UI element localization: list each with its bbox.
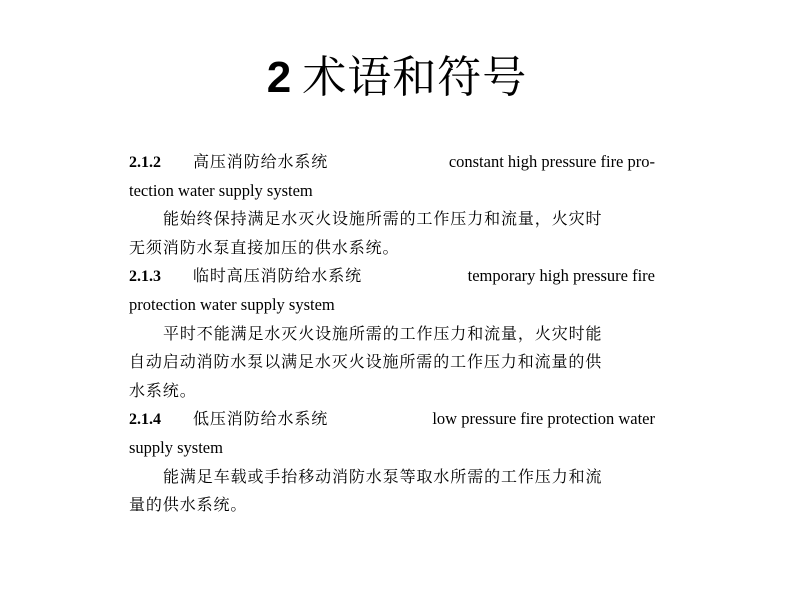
title-number: 2 [266, 53, 293, 102]
term-english-line2: protection water supply system [129, 294, 335, 314]
term-english: temporary high pressure fire [467, 266, 655, 286]
page-title [0, 50, 794, 106]
title-text: 术语和符号 [302, 52, 528, 103]
definition-line: 能始终保持满足水灭火设施所需的工作压力和流量，火灾时 [163, 209, 603, 229]
entry-heading [129, 148, 655, 177]
entry-number: 2.1.4 [129, 411, 161, 429]
entry-heading [129, 262, 655, 291]
term-english-line2: supply system [129, 437, 223, 457]
definition-line: 平时不能满足水灭火设施所需的工作压力和流量，火灾时能 [163, 323, 603, 343]
definition-line: 量的供水系统。 [129, 495, 248, 515]
term-english: low pressure fire protection water [432, 409, 655, 429]
definition-line: 水系统。 [129, 380, 197, 400]
term-english-continuation [129, 434, 655, 463]
document-body [129, 148, 655, 520]
term-english-continuation [129, 291, 655, 320]
term-chinese: 临时高压消防给水系统 [193, 266, 363, 286]
term-chinese: 低压消防给水系统 [193, 409, 329, 429]
entry-number: 2.1.3 [129, 268, 161, 286]
entry-heading [129, 405, 655, 434]
definition-line: 无须消防水泵直接加压的供水系统。 [129, 237, 400, 257]
definition-line: 能满足车载或手抬移动消防水泵等取水所需的工作压力和流 [163, 466, 603, 486]
term-english: constant high pressure fire pro- [448, 152, 655, 171]
term-english-continuation [129, 177, 655, 206]
term-english-line2: tection water supply system [129, 180, 313, 200]
term-chinese: 高压消防给水系统 [193, 152, 329, 171]
entry-number: 2.1.2 [129, 154, 161, 171]
definition-line: 自动启动消防水泵以满足水灭火设施所需的工作压力和流量的供 [129, 352, 603, 372]
